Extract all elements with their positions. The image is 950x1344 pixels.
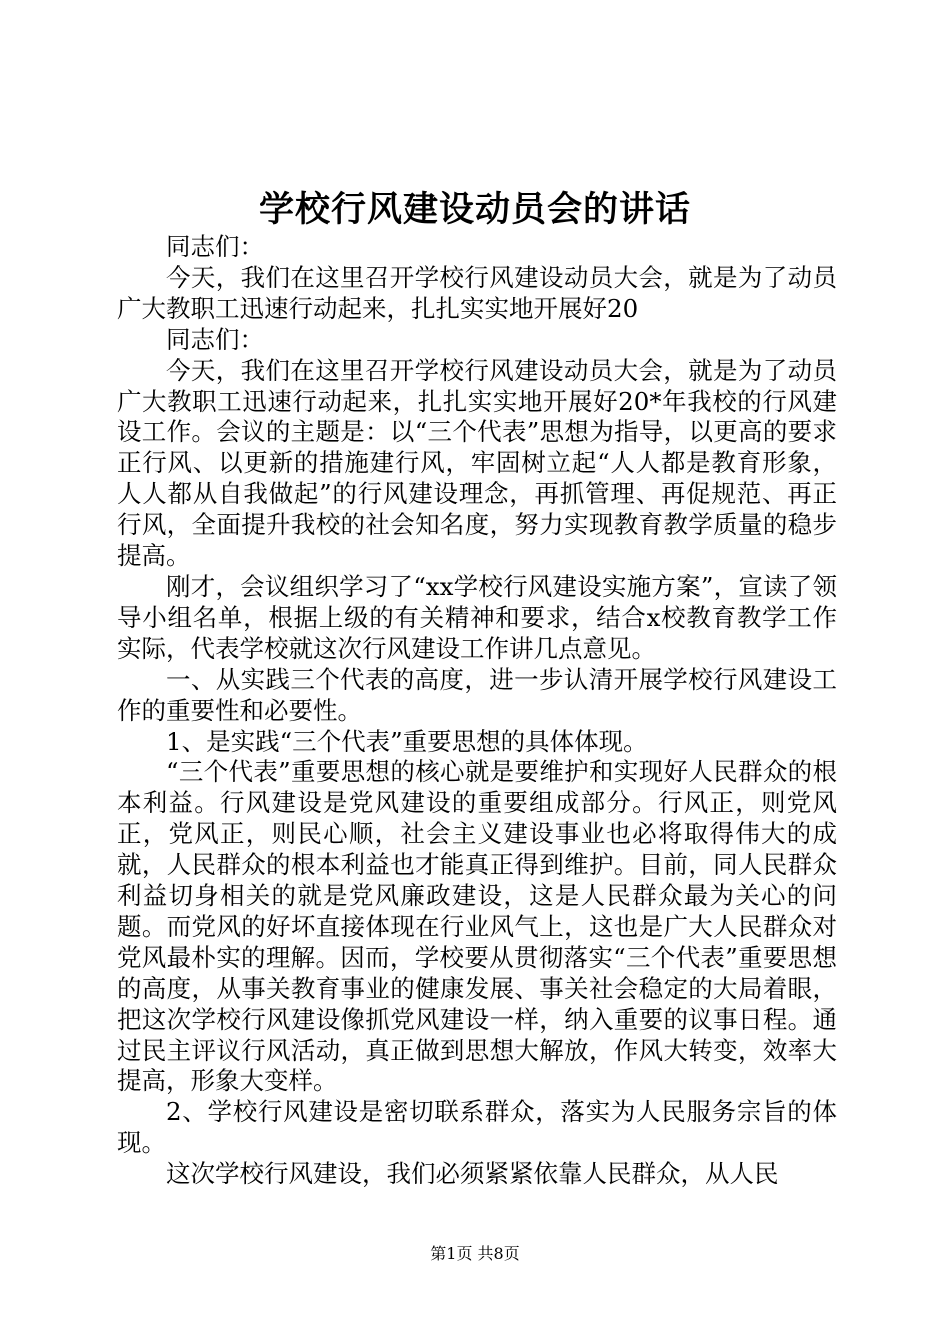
document-title: 学校行风建设动员会的讲话 (258, 189, 691, 230)
paragraph-three-represents: “三个代表”重要思想的核心就是要维护和实现好人民群众的根本利益。行风建设是党风建设的重要组成部分。行风正，则党风正，党风正，则民心顺，社会主义建设事业也必将取得伟大的成就，人民群众的根本利益也才能真正得到维护。目前，同人民群众利益切身相关的就是党风廉政建设，这是人民群众最为关心的问题。而党风的好坏直接体现在行业风气上，这也是广大人民群众对党风最朴实的理解。因而，学校要从贯彻落实“三个代表”重要思想的高度，从事关教育事业的健康发展、事关社会稳定的大局着眼，把这次学校行风建设像抓党风建设一样，纳入重要的议事日程。通过民主评议行风活动，真正做到思想大解放，作风大转变，效率大提高，形象大变样。 (117, 757, 837, 1096)
section-heading-1: 一、从实践三个代表的高度，进一步认清开展学校行风建设工作的重要性和必要性。 (117, 664, 837, 725)
paragraph-intro-excerpt: 今天，我们在这里召开学校行风建设动员大会，就是为了动员广大教职工迅速行动起来，扎扎实实地开展好20 (117, 262, 837, 323)
subheading-1: 1、是实践“三个代表”重要思想的具体体现。 (166, 726, 648, 756)
subheading-2: 2、学校行风建设是密切联系群众，落实为人民服务宗旨的体现。 (117, 1097, 837, 1158)
document-body (117, 232, 837, 1190)
salutation: 同志们： (166, 232, 264, 261)
paragraph-rely-on-people: 这次学校行风建设，我们必须紧紧依靠人民群众，从人民 (166, 1159, 779, 1189)
page-number: 第1页 共8页 (430, 1244, 520, 1263)
paragraph-meeting-summary: 刚才，会议组织学习了“xx学校行风建设实施方案”，宣读了领导小组名单，根据上级的有关精神和要求，结合x校教育教学工作实际，代表学校就这次行风建设工作讲几点意见。 (117, 571, 837, 663)
paragraph-intro: 今天，我们在这里召开学校行风建设动员大会，就是为了动员广大教职工迅速行动起来，扎扎实实地开展好20*年我校的行风建设工作。会议的主题是：以“三个代表”思想为指导，以更高的要求正行风、以更新的措施建行风，牢固树立起“人人都是教育形象，人人都从自我做起”的行风建设理念，再抓管理、再促规范、再正行风，全面提升我校的社会知名度，努力实现教育教学质量的稳步提高。 (117, 355, 837, 571)
salutation-repeat: 同志们： (166, 324, 264, 354)
